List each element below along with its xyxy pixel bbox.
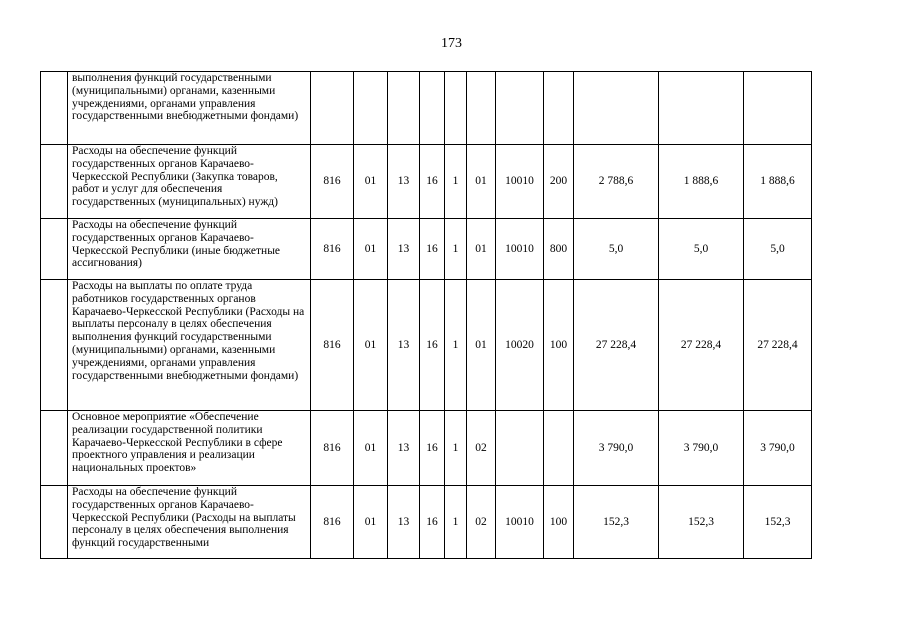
cell-expense-type bbox=[544, 72, 574, 145]
cell-event: 02 bbox=[467, 486, 496, 559]
table-row bbox=[41, 280, 812, 411]
table-row bbox=[41, 219, 812, 280]
cell-subsection: 13 bbox=[388, 145, 420, 219]
cell-description: Расходы на выплаты по оплате труда работников государственных органов Карачаево-Черкесской Республики (Расходы на выплаты персоналу в целях обеспечения выполнения функций государственными (муниципальными) органами, казенными учреждениями, органами управления государственными внебюджетными фондами) bbox=[68, 280, 311, 411]
cell-amount-3 bbox=[744, 72, 812, 145]
cell-index bbox=[41, 280, 68, 411]
cell-ministry-code: 816 bbox=[311, 219, 354, 280]
cell-event bbox=[467, 72, 496, 145]
cell-subprogram: 1 bbox=[445, 486, 467, 559]
cell-expense-type: 800 bbox=[544, 219, 574, 280]
cell-amount-1: 152,3 bbox=[574, 486, 659, 559]
cell-section: 01 bbox=[354, 280, 388, 411]
cell-program: 16 bbox=[420, 145, 445, 219]
cell-direction: 10010 bbox=[496, 486, 544, 559]
cell-description: Расходы на обеспечение функций государственных органов Карачаево-Черкесской Республики (Закупка товаров, работ и услуг для обеспечения государственных (муниципальных) нужд) bbox=[68, 145, 311, 219]
cell-event: 01 bbox=[467, 145, 496, 219]
cell-expense-type: 100 bbox=[544, 280, 574, 411]
cell-expense-type: 200 bbox=[544, 145, 574, 219]
cell-amount-3: 3 790,0 bbox=[744, 411, 812, 486]
cell-description: Расходы на обеспечение функций государственных органов Карачаево-Черкесской Республики (иные бюджетные ассигнования) bbox=[68, 219, 311, 280]
cell-ministry-code: 816 bbox=[311, 145, 354, 219]
cell-program: 16 bbox=[420, 219, 445, 280]
cell-amount-2 bbox=[659, 72, 744, 145]
cell-index bbox=[41, 486, 68, 559]
budget-table bbox=[40, 71, 812, 559]
cell-section: 01 bbox=[354, 411, 388, 486]
cell-amount-2: 27 228,4 bbox=[659, 280, 744, 411]
cell-ministry-code: 816 bbox=[311, 280, 354, 411]
cell-direction: 10010 bbox=[496, 219, 544, 280]
cell-program: 16 bbox=[420, 280, 445, 411]
cell-amount-2: 1 888,6 bbox=[659, 145, 744, 219]
cell-expense-type bbox=[544, 411, 574, 486]
cell-program: 16 bbox=[420, 486, 445, 559]
cell-section: 01 bbox=[354, 486, 388, 559]
cell-direction: 10010 bbox=[496, 145, 544, 219]
cell-section bbox=[354, 72, 388, 145]
cell-amount-1: 27 228,4 bbox=[574, 280, 659, 411]
cell-ministry-code bbox=[311, 72, 354, 145]
cell-subprogram: 1 bbox=[445, 411, 467, 486]
cell-section: 01 bbox=[354, 145, 388, 219]
cell-ministry-code: 816 bbox=[311, 411, 354, 486]
cell-amount-3: 1 888,6 bbox=[744, 145, 812, 219]
cell-amount-3: 27 228,4 bbox=[744, 280, 812, 411]
cell-program: 16 bbox=[420, 411, 445, 486]
cell-amount-1 bbox=[574, 72, 659, 145]
cell-direction bbox=[496, 411, 544, 486]
cell-expense-type: 100 bbox=[544, 486, 574, 559]
cell-subprogram bbox=[445, 72, 467, 145]
cell-section: 01 bbox=[354, 219, 388, 280]
cell-direction bbox=[496, 72, 544, 145]
table-row bbox=[41, 411, 812, 486]
cell-subsection: 13 bbox=[388, 219, 420, 280]
page-number: 173 bbox=[441, 36, 462, 51]
cell-direction: 10020 bbox=[496, 280, 544, 411]
cell-index bbox=[41, 219, 68, 280]
cell-subsection bbox=[388, 72, 420, 145]
cell-amount-2: 152,3 bbox=[659, 486, 744, 559]
table-row bbox=[41, 486, 812, 559]
table-row bbox=[41, 72, 812, 145]
cell-amount-2: 3 790,0 bbox=[659, 411, 744, 486]
cell-amount-2: 5,0 bbox=[659, 219, 744, 280]
cell-amount-3: 5,0 bbox=[744, 219, 812, 280]
cell-amount-1: 5,0 bbox=[574, 219, 659, 280]
cell-description: Расходы на обеспечение функций государственных органов Карачаево-Черкесской Республики (Расходы на выплаты персоналу в целях обеспечения выполнения функций государственными bbox=[68, 486, 311, 559]
cell-description: выполнения функций государственными (муниципальными) органами, казенными учреждениями, органами управления государственными внебюджетными фондами) bbox=[68, 72, 311, 145]
cell-event: 01 bbox=[467, 219, 496, 280]
cell-subprogram: 1 bbox=[445, 280, 467, 411]
cell-amount-1: 2 788,6 bbox=[574, 145, 659, 219]
cell-amount-1: 3 790,0 bbox=[574, 411, 659, 486]
cell-description: Основное мероприятие «Обеспечение реализации государственной политики Карачаево-Черкесской Республики в сфере проектного управления и реализации национальных проектов» bbox=[68, 411, 311, 486]
cell-program bbox=[420, 72, 445, 145]
cell-subprogram: 1 bbox=[445, 219, 467, 280]
cell-subsection: 13 bbox=[388, 280, 420, 411]
cell-amount-3: 152,3 bbox=[744, 486, 812, 559]
cell-subprogram: 1 bbox=[445, 145, 467, 219]
cell-index bbox=[41, 145, 68, 219]
cell-subsection: 13 bbox=[388, 486, 420, 559]
cell-event: 01 bbox=[467, 280, 496, 411]
cell-event: 02 bbox=[467, 411, 496, 486]
cell-index bbox=[41, 72, 68, 145]
cell-index bbox=[41, 411, 68, 486]
cell-ministry-code: 816 bbox=[311, 486, 354, 559]
table-row bbox=[41, 145, 812, 219]
cell-subsection: 13 bbox=[388, 411, 420, 486]
